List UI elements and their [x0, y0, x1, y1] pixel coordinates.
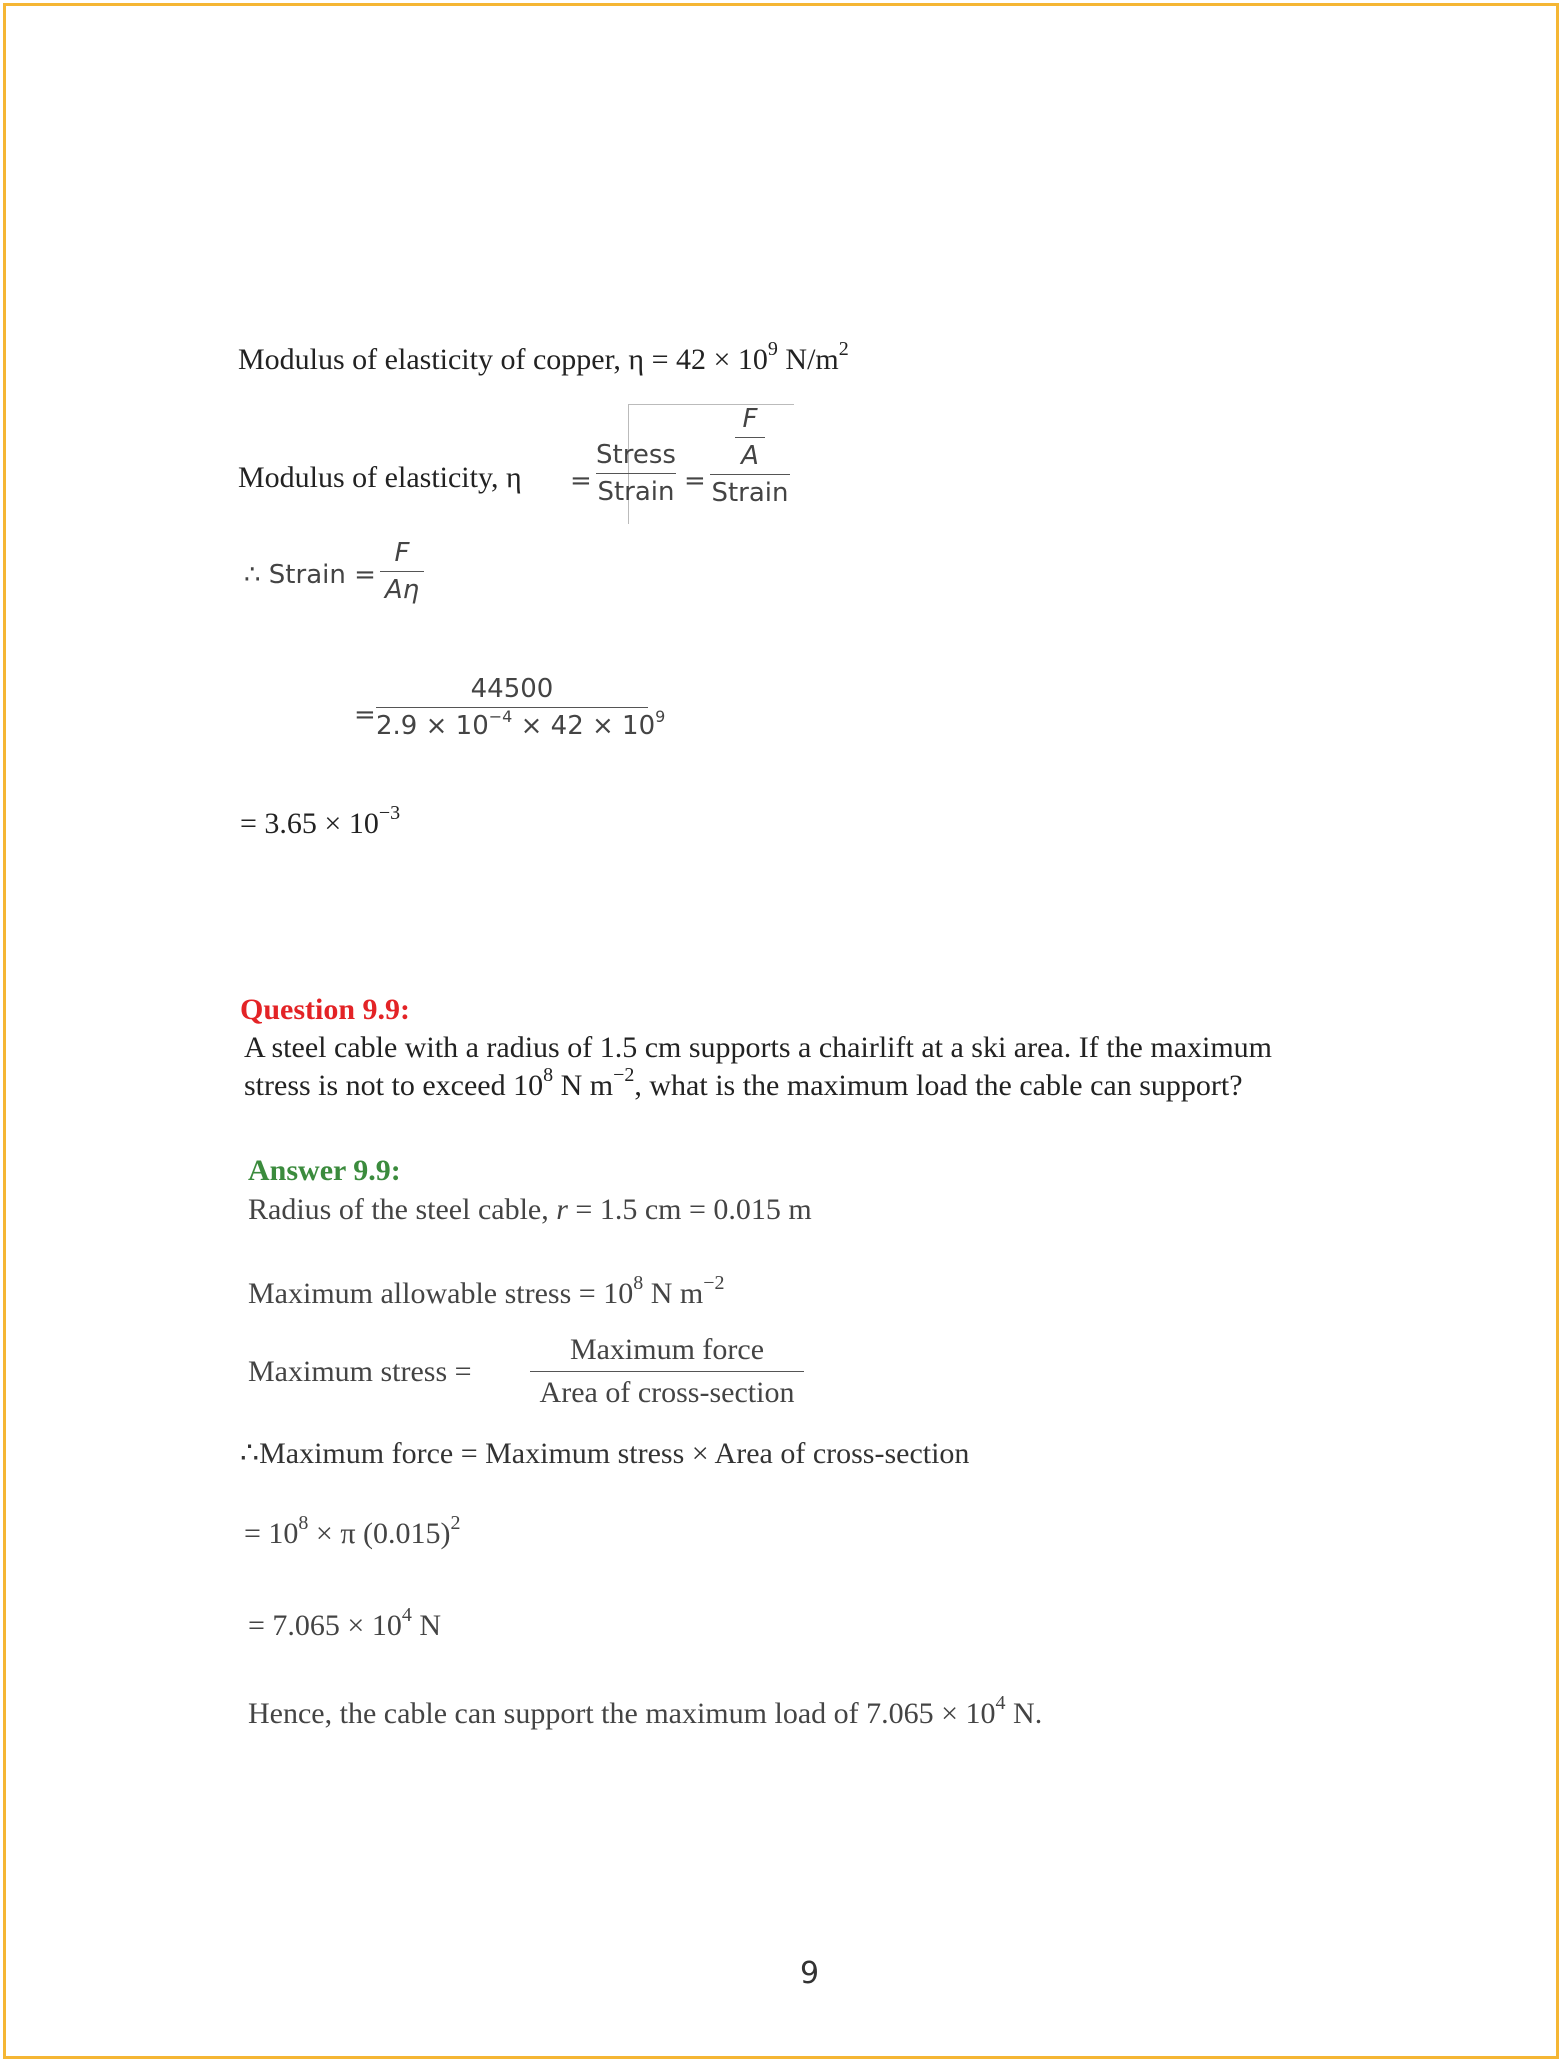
substitution-fraction: 44500 $2.9 \times 10^{-4} \times 42 \times 10^9$	[376, 674, 666, 741]
modulus-formula-label: Modulus of elasticity, η	[238, 461, 522, 494]
calc-line-1: = $10^8 \times \pi$ $(0.015)^2$	[244, 1512, 461, 1550]
modulus-copper-line: Modulus of elasticity of copper, $\eta = 42 \times 10^9$ $N/m^2$	[238, 338, 849, 376]
equals-sign: =	[684, 466, 706, 496]
max-stress-fraction: Maximum force Area of cross-section	[530, 1332, 804, 1411]
question-line-1: A steel cable with a radius of 1.5 cm supports a chairlift at a ski area. If the maximum	[244, 1031, 1273, 1064]
conclusion: Hence, the cable can support the maximum load of $7.065 \times 10^4$ N.	[248, 1692, 1043, 1730]
max-stress-label: Maximum stress =	[248, 1355, 472, 1388]
question-heading: Question 9.9:	[240, 993, 411, 1026]
page-number: 9	[800, 1956, 820, 1991]
answer-allowable-stress: Maximum allowable stress = $10^8$ N $m^{-2}$	[248, 1272, 725, 1310]
strain-result: = $3.65 \times 10^{-3}$	[240, 802, 401, 840]
max-force-line: ∴Maximum force = Maximum stress × Area of cross-section	[240, 1437, 970, 1470]
stress-strain-fraction: Stress Strain	[596, 440, 676, 507]
force-area-strain-fraction: F A Strain	[711, 404, 789, 508]
strain-fraction: F Aη	[380, 538, 424, 605]
calc-line-2: = $7.065 \times 10^4$ N	[248, 1604, 442, 1642]
strain-label: ∴ Strain =	[244, 560, 376, 590]
question-line-2: stress is not to exceed $10^8$ N $m^{-2}$, what is the maximum load the cable can support?	[244, 1064, 1243, 1102]
equals-sign: =	[354, 700, 376, 730]
equals-sign: =	[570, 466, 592, 496]
answer-radius: Radius of the steel cable, r = 1.5 cm = 0.015 m	[248, 1193, 812, 1226]
answer-heading: Answer 9.9:	[248, 1154, 401, 1187]
